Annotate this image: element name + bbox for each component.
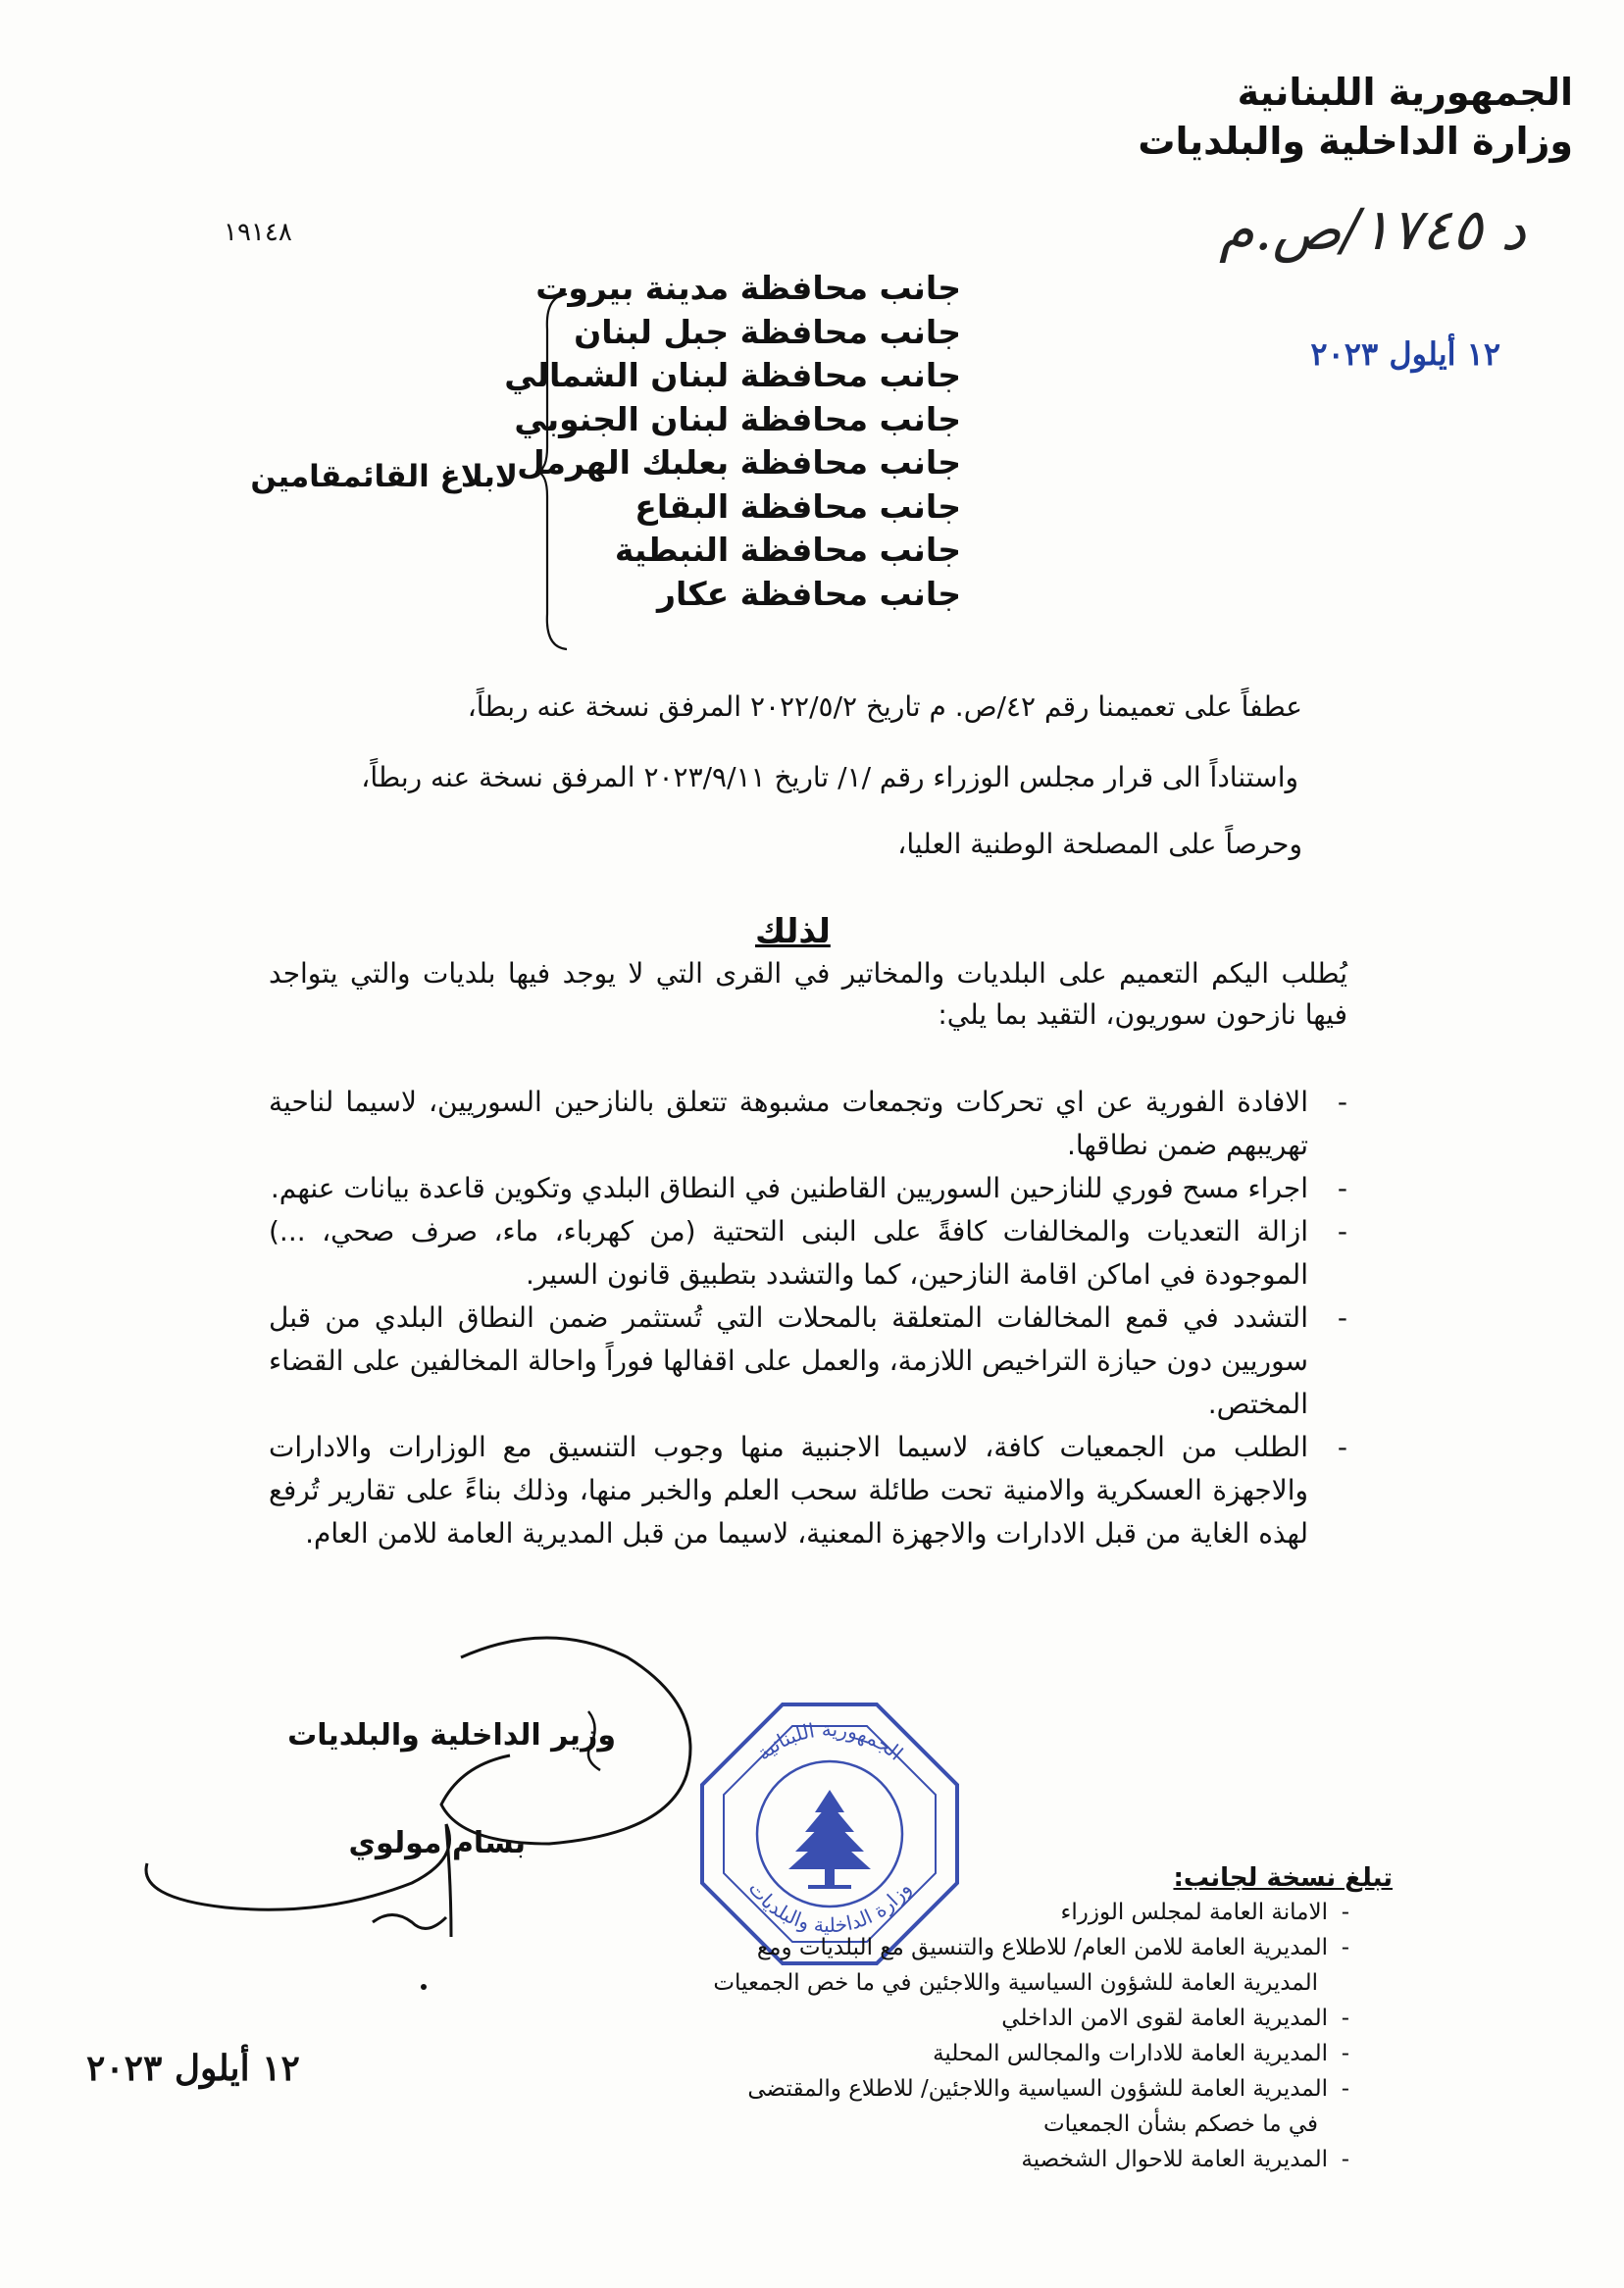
date-stamp-top: ١٢ أيلول ٢٠٢٣ <box>1310 335 1500 373</box>
preamble-line: وحرصاً على المصلحة الوطنية العليا، <box>897 828 1302 860</box>
addressee-item: جانب محافظة عكار <box>657 574 961 613</box>
copies-item: - المديرية العامة للامن العام/ للاطلاع والتنسيق مع البلديات ومع المديرية العامة للشؤون السياسية واللاجئين في ما خص الجمعيات <box>369 1930 1349 2001</box>
copies-item: - المديرية العامة للاحوال الشخصية <box>369 2142 1349 2177</box>
copies-list <box>369 1895 1349 2177</box>
directive-item: - الطلب من الجمعيات كافة، لاسيما الاجنبية منها وجوب التنسيق مع الوزارات والادارات والاجهزة العسكرية والامنية تحت طائلة سحب العلم والخبر منها، وذلك بناءً على تقارير تُرفع لهذه الغاية من قبل الادارات والاجهزة المعنية، لاسيما من قبل المديرية العامة للامن العام. <box>269 1426 1347 1555</box>
addressee-item: جانب محافظة لبنان الشمالي <box>504 356 961 394</box>
preamble-line: عطفاً على تعميمنا رقم ٤٢/ص. م تاريخ ٢٠٢٢/٥/٢ المرفق نسخة عنه ربطاً، <box>467 690 1302 723</box>
cedar-icon <box>788 1790 871 1889</box>
notify-note: لابلاغ القائمقامين <box>250 459 518 494</box>
signature-date: ١٢ أيلول ٢٠٢٣ <box>86 2048 300 2089</box>
directive-item: - ازالة التعديات والمخالفات كافةً على البنى التحتية (من كهرباء، ماء، صرف صحي، ...) الموجودة في اماكن اقامة النازحين، كما والتشدد بتطبيق قانون السير. <box>269 1210 1347 1297</box>
signature-title: وزير الداخلية والبلديات <box>287 1718 616 1753</box>
copies-item: - المديرية العامة لقوى الامن الداخلي <box>369 2001 1349 2036</box>
copies-item: - المديرية العامة للشؤون السياسية واللاجئين/ للاطلاع والمقتضى في ما خصكم بشأن الجمعيات <box>369 2071 1349 2142</box>
stamp-text-top: الجمهورية اللبنانية <box>751 1716 908 1765</box>
addressee-item: جانب محافظة البقاع <box>634 486 961 526</box>
copies-item: - الامانة العامة لمجلس الوزراء <box>369 1895 1349 1930</box>
signature-name: بسام مولوي <box>348 1826 526 1860</box>
copies-title: تبلغ نسخة لجانب: <box>1173 1863 1393 1893</box>
addressee-item: جانب محافظة جبل لبنان <box>574 312 961 351</box>
preamble-line: واستناداً الى قرار مجلس الوزراء رقم /١/ تاريخ ٢٠٢٣/٩/١١ المرفق نسخة عنه ربطاً، <box>361 761 1298 793</box>
addressee-item: جانب محافظة لبنان الجنوبي <box>514 399 961 438</box>
addressee-brace <box>535 290 579 653</box>
addressee-item: جانب محافظة مدينة بيروت <box>535 269 961 307</box>
directive-item: - اجراء مسح فوري للنازحين السوريين القاطنين في النطاق البلدي وتكوين قاعدة بيانات عنهم. <box>269 1167 1347 1210</box>
stamp-text-bottom: وزارة الداخلية والبلديات <box>743 1876 916 1938</box>
copies-item: - المديرية العامة للادارات والمجالس المحلية <box>369 2036 1349 2071</box>
republic-header: الجمهورية اللبنانية <box>1237 71 1573 114</box>
handwritten-reference: د ١٧٤٥/ص.م <box>1219 196 1526 263</box>
directive-item: - الافادة الفورية عن اي تحركات وتجمعات مشبوهة تتعلق بالنازحين السوريين، لاسيما لناحية تهريبهم ضمن نطاقها. <box>269 1081 1347 1167</box>
addressee-item: جانب محافظة بعلبك الهرمل <box>517 443 961 482</box>
therefore-heading: لذلك <box>755 912 831 951</box>
registry-number: ١٩١٤٨ <box>224 218 292 247</box>
addressee-item: جانب محافظة النبطية <box>614 531 961 569</box>
directive-item: - التشدد في قمع المخالفات المتعلقة بالمحلات التي تُستثمر ضمن النطاق البلدي من قبل سوريين دون حيازة التراخيص اللازمة، والعمل على اقفالها فوراً واحالة المخالفين على القضاء المختص. <box>269 1297 1347 1426</box>
ministry-header: وزارة الداخلية والبلديات <box>1138 120 1573 163</box>
directive-list <box>269 1081 1347 1555</box>
request-intro: يُطلب اليكم التعميم على البلديات والمخاتير في القرى التي لا يوجد فيها بلديات والتي يتواجد فيها نازحون سوريون، التقيد بما يلي: <box>269 957 1347 1031</box>
